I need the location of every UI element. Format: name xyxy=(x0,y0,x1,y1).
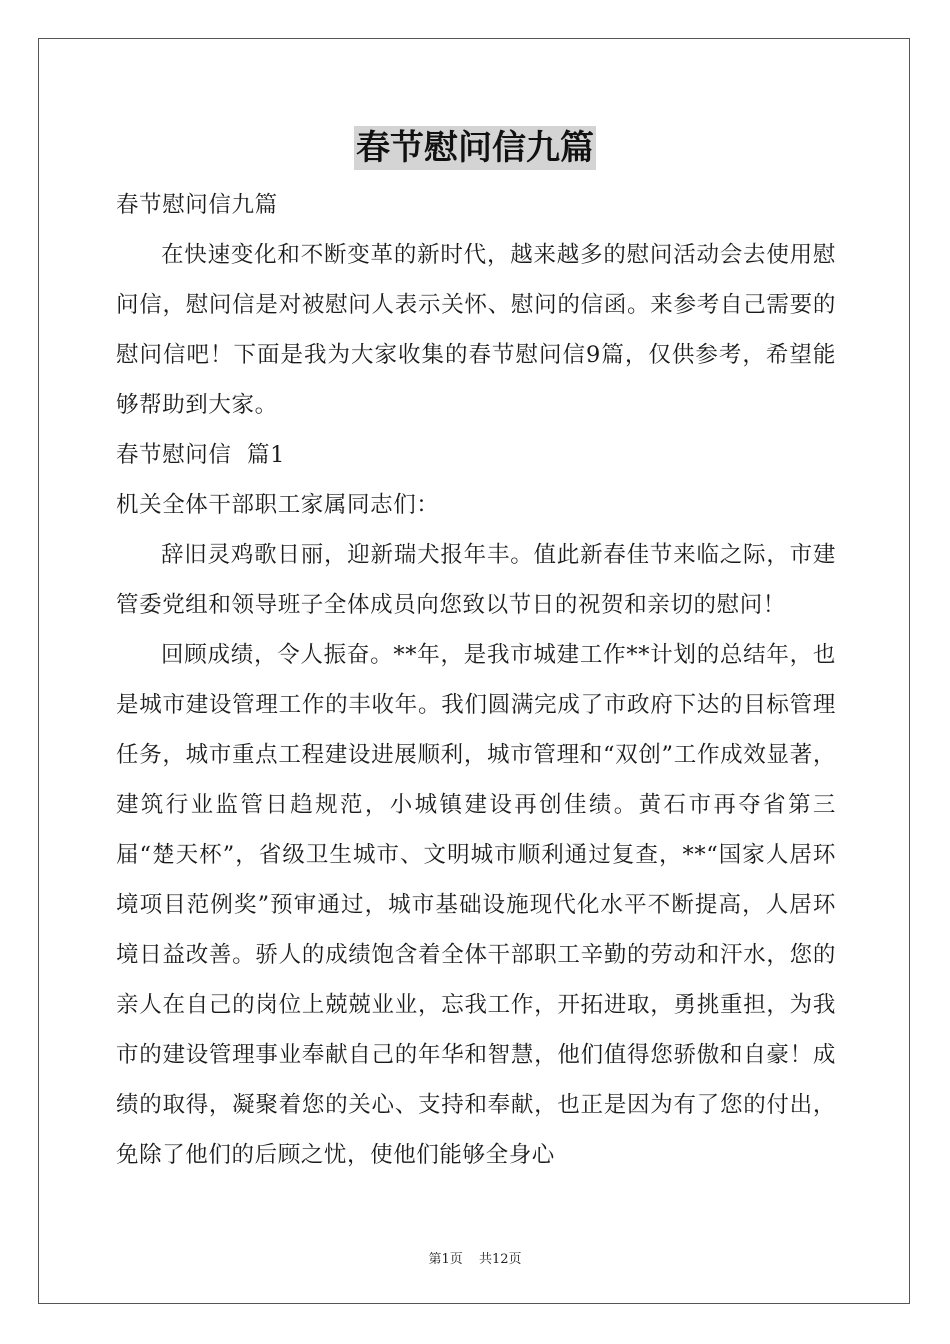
document-title: 春节慰问信九篇 xyxy=(356,128,594,168)
body-paragraph-2: 回顾成绩，令人振奋。**年，是我市城建工作**计划的总结年，也是城市建设管理工作的丰收年。我们圆满完成了市政府下达的目标管理任务，城市重点工程建设进展顺利，城市管理和“双创”工作成效显著，建筑行业监管日趋规范，小城镇建设再创佳绩。黄石市再夺省第三届“楚天杯”，省级卫生城市、文明城市顺利通过复查，**“国家人居环境项目范例奖”预审通过，城市基础设施现代化水平不断提高，人居环境日益改善。骄人的成绩饱含着全体干部职工辛勤的劳动和汗水，您的亲人在自己的岗位上兢兢业业，忘我工作，开拓进取，勇挑重担，为我市的建设管理事业奉献自己的年华和智慧，他们值得您骄傲和自豪！成绩的取得，凝聚着您的关心、支持和奉献，也正是因为有了您的付出，免除了他们的后顾之忧，使他们能够全身心 xyxy=(116,642,836,1168)
intro-paragraph: 在快速变化和不断变革的新时代，越来越多的慰问活动会去使用慰问信，慰问信是对被慰问人表示关怀、慰问的信函。来参考自己需要的慰问信吧！下面是我为大家收集的春节慰问信9篇，仅供参考，希望能够帮助到大家。 xyxy=(116,242,836,418)
page-number: 第1页 xyxy=(428,1252,463,1267)
letter-salutation: 机关全体干部职工家属同志们： xyxy=(116,492,440,518)
document-body xyxy=(116,180,836,1180)
page-footer xyxy=(0,1248,950,1267)
body-paragraph-1: 辞旧灵鸡歌日丽，迎新瑞犬报年丰。值此新春佳节来临之际，市建管委党组和领导班子全体成员向您致以节日的祝贺和亲切的慰问！ xyxy=(116,542,836,618)
title-container xyxy=(0,126,950,170)
document-subtitle: 春节慰问信九篇 xyxy=(116,192,278,218)
section-heading: 春节慰问信 篇1 xyxy=(116,442,286,468)
page-total: 共12页 xyxy=(478,1252,522,1267)
